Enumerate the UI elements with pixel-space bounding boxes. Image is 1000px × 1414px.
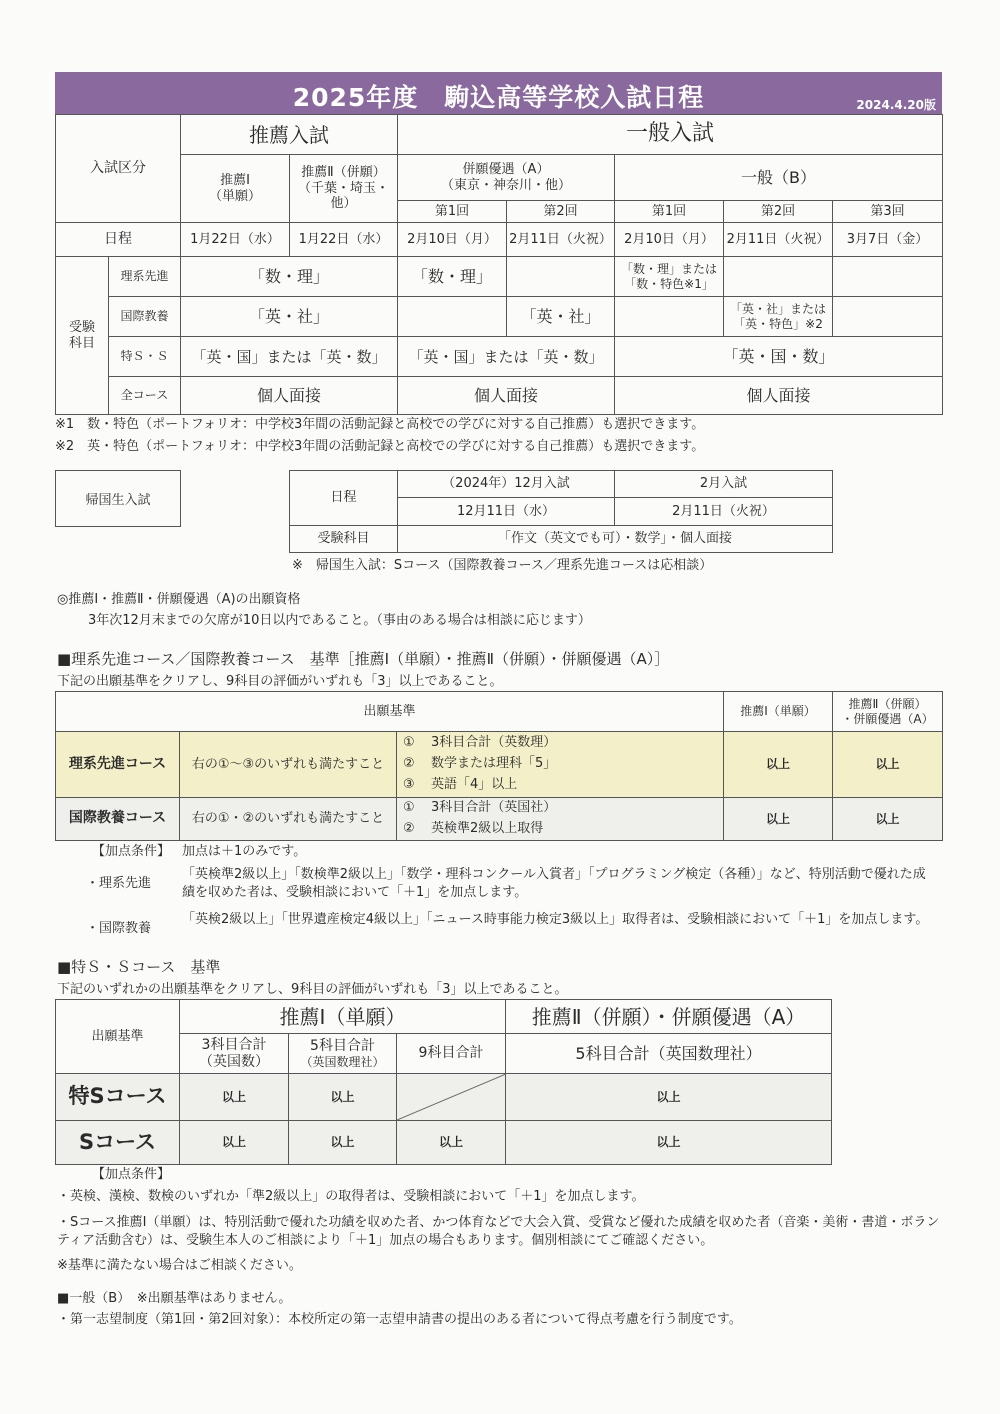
ijou-cell: 以上 — [506, 1121, 832, 1165]
eligibility-title: ◎推薦Ⅰ・推薦Ⅱ・併願優遇（A)の出願資格 — [57, 592, 301, 607]
round-2: 第2回 — [507, 201, 615, 223]
sub-5: 5科目合計 （英国数理社） — [289, 1034, 397, 1074]
sub-3: 3科目合計 （英国数） — [180, 1034, 289, 1074]
section1-heading: ■理系先進コース／国際教養コース 基準［推薦Ⅰ（単願）・推薦Ⅱ（併願）・併願優遇（A）］ — [57, 650, 670, 668]
sub-9: 9科目合計 — [397, 1034, 506, 1074]
mensetsu-ippan: 個人面接 — [615, 377, 943, 415]
round-1: 第1回 — [398, 201, 507, 223]
tokus-table — [55, 999, 832, 1165]
mensetsu-suisen: 個人面接 — [181, 377, 398, 415]
footnote-2: ※2 英・特色（ポートフォリオ：中学校3年間の活動記録と高校での学びに対する自己推薦）も選択できます。 — [55, 438, 705, 454]
suisen1-header: 推薦Ⅰ （単願） — [181, 155, 290, 223]
criteria-table — [55, 691, 943, 841]
toku-ippan: 「英・国・数」 — [615, 337, 943, 377]
kikoku-subject-label: 受験科目 — [290, 526, 398, 553]
katen-kokusai-label: ・国際教養 — [86, 921, 152, 936]
eligibility-text: 3年次12月末までの欠席が10日以内であること。（事由のある場合は相談に応じます） — [88, 613, 591, 628]
date-cell: 1月22日（水） — [290, 223, 398, 257]
diagonal-cell — [397, 1074, 506, 1121]
rikei-condition: 右の①～③のいずれも満たすこと — [180, 732, 397, 798]
heigan-header: 併願優遇（A） （東京・神奈川・他） — [398, 155, 615, 201]
section2-sub: 下記のいずれかの出願基準をクリアし、9科目の評価がいずれも「3」以上であること。 — [57, 982, 568, 997]
round-3: 第1回 — [615, 201, 724, 223]
ijou-cell: 以上 — [397, 1121, 506, 1165]
rikei-heigan-1: 「数・理」 — [398, 257, 507, 297]
date-label: 日程 — [56, 223, 181, 257]
kikoku-dec: （2024年）12月入試 — [398, 471, 615, 498]
version-label: 2024.4.20版 — [856, 98, 936, 112]
sub-5all: 5科目合計（英国数理社） — [506, 1034, 832, 1074]
section2-katen-2: ・Sコース推薦Ⅰ（単願）は、特別活動で優れた功績を収めた者、かつ体育などで大会入賞、受賞など優れた成績を収めた者（音楽・美術・書道・ボランティア活動含む）は、受験生本人のご相談により「＋1」加点の場合もあります。個別相談にてご確認ください。 — [57, 1215, 940, 1248]
empty-cell — [507, 257, 615, 297]
ijou-cell: 以上 — [506, 1074, 832, 1121]
subject-label: 受験 科目 — [56, 257, 109, 415]
rikei-ippan-1: 「数・理」または 「数・特色※1」 — [615, 257, 724, 297]
footnote-1: ※1 数・特色（ポートフォリオ：中学校3年間の活動記録と高校での学びに対する自己推薦）も選択できます。 — [55, 417, 705, 432]
tokus-criteria-label: 出願基準 — [56, 1000, 180, 1074]
list-item: ① 3科目合計（英数理） — [403, 735, 557, 751]
ijou-cell: 以上 — [724, 732, 833, 798]
tokus-s1-header: 推薦Ⅰ（単願） — [180, 1000, 506, 1034]
page-title: 2025年度 駒込高等学校入試日程 — [292, 83, 705, 112]
course-tokus: 特Ｓ・Ｓ — [109, 337, 181, 377]
kikoku-table — [289, 470, 833, 553]
schedule-table — [55, 114, 943, 415]
rikei-course: 理系先進コース — [56, 732, 180, 798]
empty-cell — [724, 257, 833, 297]
s-course: Sコース — [56, 1121, 180, 1165]
katen-rikei-text: 「英検準2級以上」「数検準2級以上」「数学・理科コンクール入賞者」「プログラミング検定（各種）」など、特別活動で優れた成績を収めた者は、受験相談において「＋1」を加点します。 — [182, 867, 926, 900]
ippan-header: 一般入試 — [398, 115, 943, 155]
kokusai-items — [397, 798, 724, 841]
ijou-cell: 以上 — [724, 798, 833, 841]
ijou-cell: 以上 — [289, 1121, 397, 1165]
footnotes — [55, 416, 955, 455]
kokusai-course: 国際教養コース — [56, 798, 180, 841]
ijou-cell: 以上 — [833, 798, 943, 841]
kokusai-heigan-2: 「英・社」 — [507, 297, 615, 337]
kubun-label: 入試区分 — [56, 115, 181, 223]
katen-text: 加点は＋1のみです。 — [182, 844, 307, 859]
section2-katen-1: ・英検、漢検、数検のいずれか「準2級以上」の取得者は、受験相談において「＋1」を加点します。 — [57, 1189, 645, 1204]
kikoku-feb-date: 2月11日（火祝） — [615, 498, 833, 526]
date-cell: 2月11日（火祝） — [724, 223, 833, 257]
section2-katen-label: 【加点条件】 — [92, 1167, 171, 1182]
empty-cell — [398, 297, 507, 337]
kokusai-suisen: 「英・社」 — [181, 297, 398, 337]
ippanB-header: 一般（B） — [615, 155, 943, 201]
mensetsu-heigan: 個人面接 — [398, 377, 615, 415]
list-item: ② 英検準2級以上取得 — [403, 820, 544, 836]
suisen-header: 推薦入試 — [181, 115, 398, 155]
rikei-items — [397, 732, 724, 798]
s2-header: 推薦Ⅱ（併願） ・併願優遇（A） — [833, 692, 943, 732]
round-5: 第3回 — [833, 201, 943, 223]
section3-text: ・第一志望制度（第1回・第2回対象）：本校所定の第一志望申請書の提出のある者について得点考慮を行う制度です。 — [57, 1312, 742, 1327]
kokusai-condition: 右の①・②のいずれも満たすこと — [180, 798, 397, 841]
kokusai-ippan-2: 「英・社」または 「英・特色」※2 — [724, 297, 833, 337]
s1-header: 推薦Ⅰ（単願） — [724, 692, 833, 732]
kikoku-date-label: 日程 — [290, 471, 398, 526]
kikoku-label: 帰国生入試 — [55, 470, 181, 527]
kikoku-feb: 2月入試 — [615, 471, 833, 498]
katen-rikei-label: ・理系先進 — [86, 876, 152, 891]
kikoku-note: ※ 帰国生入試：Sコース（国際教養コース／理系先進コースは応相談） — [292, 558, 713, 573]
ijou-cell: 以上 — [180, 1121, 289, 1165]
date-cell: 3月7日（金） — [833, 223, 943, 257]
tokus-course: 特Sコース — [56, 1074, 180, 1121]
kikoku-subjects: 「作文（英文でも可）・数学」・個人面接 — [398, 526, 833, 553]
empty-cell — [615, 297, 724, 337]
empty-cell — [833, 257, 943, 297]
date-cell: 1月22日（水） — [181, 223, 290, 257]
tokus-s2-header: 推薦Ⅱ（併願）・併願優遇（A） — [506, 1000, 832, 1034]
section3-heading: ■一般（B） ※出願基準はありません。 — [57, 1291, 292, 1306]
list-item: ② 数学または理科「5」 — [403, 756, 557, 772]
date-cell: 2月10日（月） — [398, 223, 507, 257]
section1-sub: 下記の出願基準をクリアし、9科目の評価がいずれも「3」以上であること。 — [57, 674, 503, 689]
ijou-cell: 以上 — [180, 1074, 289, 1121]
date-cell: 2月11日（火祝） — [507, 223, 615, 257]
section2-heading: ■特Ｓ・Ｓコース 基準 — [57, 958, 221, 976]
empty-cell — [833, 297, 943, 337]
ijou-cell: 以上 — [289, 1074, 397, 1121]
kikoku-dec-date: 12月11日（水） — [398, 498, 615, 526]
ijou-cell: 以上 — [833, 732, 943, 798]
round-4: 第2回 — [724, 201, 833, 223]
suisen2-header: 推薦Ⅱ（併願） （千葉・埼玉・他） — [290, 155, 398, 223]
course-kokusai: 国際教養 — [109, 297, 181, 337]
section2-notice: ※基準に満たない場合はご相談ください。 — [57, 1258, 302, 1273]
toku-suisen: 「英・国」または「英・数」 — [181, 337, 398, 377]
rikei-suisen: 「数・理」 — [181, 257, 398, 297]
date-cell: 2月10日（月） — [615, 223, 724, 257]
diagonal-line — [397, 1074, 506, 1120]
course-rikei: 理系先進 — [109, 257, 181, 297]
katen-kokusai-text: 「英検2級以上」「世界遺産検定4級以上」「ニュース時事能力検定3級以上」取得者は、受験相談において「＋1」を加点します。 — [182, 912, 929, 927]
list-item: ③ 英語「4」以上 — [403, 776, 518, 792]
criteria-header: 出願基準 — [56, 692, 724, 732]
toku-heigan: 「英・国」または「英・数」 — [398, 337, 615, 377]
title-bar — [55, 72, 942, 114]
course-all: 全コース — [109, 377, 181, 415]
katen-label: 【加点条件】 — [92, 844, 171, 859]
list-item: ① 3科目合計（英国社） — [403, 800, 557, 815]
